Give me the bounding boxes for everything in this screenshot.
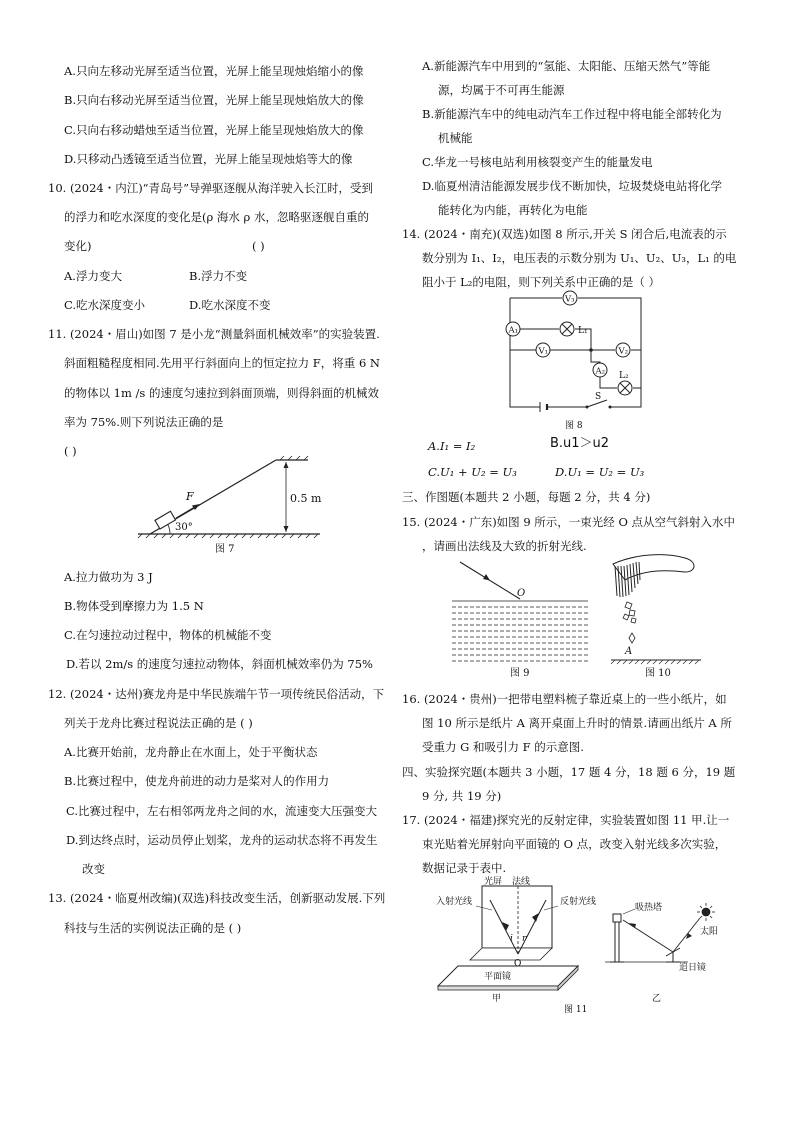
q14-stem-3: 阻小于 L₂的电阻，则下列关系中正确的是（ ） [422,275,661,289]
q10-stem-3: 变化) [64,239,92,253]
paper-bits [623,602,636,623]
label-yi: 乙 [652,994,662,1004]
q11-option-a: A.拉力做功为 3 J [64,570,153,584]
q13-option-d-1: D.临夏州清洁能源发展步伐不断加快，垃圾焚烧电站将化学 [422,179,722,193]
q11-answer-blank: ( ) [64,444,77,458]
switch-s [586,392,612,409]
label-normal: 法线 [512,877,531,887]
svg-text:A₂: A₂ [595,366,606,377]
fig9-point-o: O [517,588,526,599]
q15-stem-2: ，请画出法线及大致的折射光线. [422,539,587,553]
reflected-to-tower [623,920,673,952]
q14-option-b: B.u1＞u2 [550,436,610,451]
figure-10-comb [605,552,705,679]
q13-option-c: C.华龙一号核电站利用核裂变产生的能量发电 [422,155,653,169]
q12-option-b: B.比赛过程中，使龙舟前进的动力是桨对人的作用力 [64,774,330,788]
q10-option-b: B.浮力不变 [189,269,248,283]
svg-text:r: r [522,934,527,944]
q10-option-a: A.浮力变大 [64,269,122,283]
q13-option-a-2: 源，均属于不可再生能源 [438,83,565,97]
q11-stem-4: 率为 75%.则下列说法正确的是 [64,415,224,429]
q10-stem-1: 10. (2024・内江)“青岛号”导弹驱逐舰从海洋驶入长江时，受到 [48,181,373,195]
figure-8-caption: 图 8 [565,421,583,431]
meter-v2 [616,343,630,357]
q11-option-c: C.在匀速拉动过程中，物体的机械能不变 [64,628,272,642]
label-reflected: 反射光线 [560,897,597,907]
q11-stem-2: 斜面粗糙程度相同.先用平行斜面向上的恒定拉力 F，将重 6 N [64,356,380,370]
meter-v3 [563,291,577,305]
figure-9-refraction [450,558,590,678]
q12-option-d-2: 改变 [82,862,105,876]
heliostat [666,948,680,962]
battery [540,402,547,412]
q13-option-d-2: 能转化为内能，再转化为电能 [438,203,588,217]
meter-v1 [536,343,550,357]
junction-dot [589,348,593,352]
block [155,511,176,529]
water-surface [452,601,588,661]
q9-option-b: B.只向右移动光屏至适当位置，光屏上能呈现烛焰放大的像 [64,93,364,107]
section-4-heading-2: 9 分, 共 19 分) [422,789,502,803]
q14-stem-1: 14. (2024・南充)(双选)如图 8 所示,开关 S 闭合后,电流表的示 [402,227,727,241]
figure-8-circuit [505,290,665,430]
q13-option-b-1: B.新能源汽车中的纯电动汽车工作过程中将电能全部转化为 [422,107,722,121]
wire-top-right [578,298,641,352]
q11-stem-3: 的物体以 1m /s 的速度匀速拉到斜面顶端，则得斜面的机械效 [64,386,379,400]
q9-option-c: C.只向右移动蜡烛至适当位置，光屏上能呈现烛焰放大的像 [64,123,364,137]
svg-text:i: i [510,934,513,944]
figure-9-caption: 图 9 [510,668,530,679]
q11-option-b: B.物体受到摩擦力为 1.5 N [64,599,204,613]
paper-a [629,633,635,643]
q13-option-a-1: A.新能源汽车中用到的“氢能、太阳能、压缩天然气”等能 [422,59,711,73]
q14-option-d: D.U₁ = U₂ = U₃ [555,465,645,479]
light-screen [482,886,552,948]
lamp-l1 [560,322,588,336]
q17-stem-1: 17. (2024・福建)探究光的反射定律，实验装置如图 11 甲.让一 [402,813,730,827]
q12-stem-1: 12. (2024・达州)赛龙舟是中华民族端午节一项传统民俗活动，下 [48,687,385,701]
svg-text:A₁: A₁ [508,325,519,336]
q15-stem-1: 15. (2024・广东)如图 9 所示，一束光经 O 点从空气斜射入水中 [402,515,736,529]
figure-10-caption: 图 10 [645,668,671,679]
figure-11-caption: 图 11 [564,1005,588,1015]
q13-stem-1: 13. (2024・临夏州改编)(双选)科技改变生活，创新驱动发展.下列 [48,891,386,905]
absorber-tower [610,914,624,962]
height-label: 0.5 m [290,492,322,505]
q16-stem-1: 16. (2024・贵州)一把带电塑料梳子靠近桌上的一些小纸片，如 [402,692,727,706]
q12-stem-2: 列关于龙舟比赛过程说法正确的是 ( ) [64,716,253,730]
q14-option-c: C.U₁ + U₂ = U₃ [428,465,517,479]
q12-option-d-1: D.到达终点时，运动员停止划桨，龙舟的运动状态将不再发生 [66,833,378,847]
svg-text:L₂: L₂ [619,371,629,381]
q9-option-a: A.只向左移动光屏至适当位置，光屏上能呈现烛焰缩小的像 [64,64,364,78]
q10-stem-2: 的浮力和吃水深度的变化是(ρ 海水 ρ 水，忽略驱逐舰自重的 [64,210,369,224]
figure-11-reflection [430,876,730,1016]
svg-text:V₃: V₃ [565,294,575,305]
label-heliostat: 追日镜 [679,963,707,973]
q9-option-d: D.只移动凸透镜至适当位置，光屏上能呈现烛焰等大的像 [64,152,353,166]
meter-a2 [593,363,607,377]
q17-stem-2: 束光贴着光屏射向平面镜的 O 点，改变入射光线多次实验， [422,837,727,851]
label-mirror: 平面镜 [484,972,512,982]
q10-option-d: D.吃水深度不变 [189,298,271,312]
section-4-heading-1: 四、实验探究题(本题共 3 小题，17 题 4 分，18 题 6 分，19 题 [402,765,736,779]
label-tower: 吸热塔 [635,903,663,913]
q11-stem-1: 11. (2024・眉山)如图 7 是小龙“测量斜面机械效率”的实验装置. [48,327,380,341]
label-screen: 光屏 [484,877,503,887]
svg-text:O: O [514,959,522,969]
label-sun: 太阳 [700,927,719,937]
platform-hatch [280,456,308,460]
force-label: F [186,490,194,503]
svg-text:V₁: V₁ [538,346,549,357]
label-incident: 入射光线 [436,897,473,907]
q11-option-d: D.若以 2m/s 的速度匀速拉动物体，斜面机械效率仍为 75% [66,657,373,671]
svg-text:S: S [595,392,602,402]
q12-option-a: A.比赛开始前，龙舟静止在水面上，处于平衡状态 [64,745,318,759]
q17-stem-3: 数据记录于表中. [422,861,507,875]
q13-stem-2: 科技与生活的实例说法正确的是 ( ) [64,921,242,935]
q16-stem-2: 图 10 所示是纸片 A 离开桌面上升时的情景.请画出纸片 A 所 [422,716,732,730]
fig10-point-a: A [625,646,633,657]
q16-stem-3: 受重力 G 和吸引力 F 的示意图. [422,740,584,754]
svg-text:V₂: V₂ [618,346,629,357]
label-jia: 甲 [492,994,502,1004]
q10-option-c: C.吃水深度变小 [64,298,146,312]
q14-option-a: A.I₁ = I₂ [428,439,476,453]
table-hatch [611,660,699,664]
angle-arc [168,524,171,534]
q14-stem-2: 数分别为 I₁、I₂，电压表的示数分别为 U₁、U₂、U₃，L₁ 的电 [422,251,737,265]
sunlight-ray [673,918,700,952]
angle-label: 30° [175,522,193,533]
figure-7-incline [128,448,328,558]
meter-a1 [506,322,520,336]
q13-option-b-2: 机械能 [438,131,473,145]
q10-answer-blank: ( ) [252,239,265,253]
q12-option-c: C.比赛过程中，左右相邻两龙舟之间的水，流速变大压强变大 [66,804,378,818]
svg-text:L₁: L₁ [578,326,588,336]
section-3-heading: 三、作图题(本题共 2 小题，每题 2 分，共 4 分) [402,490,651,504]
lamp-l2 [618,371,632,395]
figure-7-caption: 图 7 [215,544,235,555]
